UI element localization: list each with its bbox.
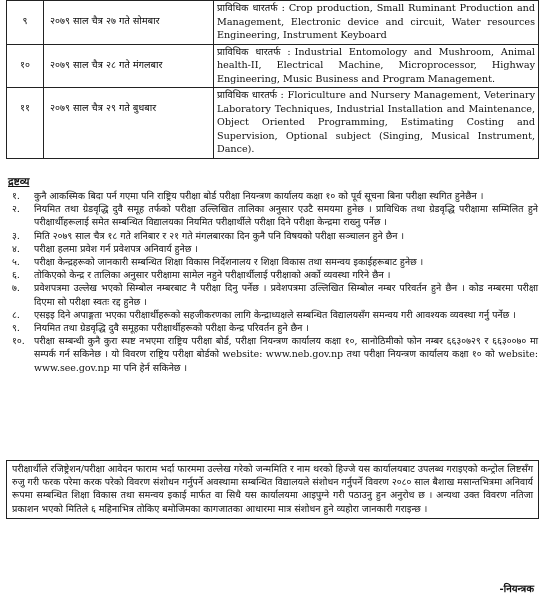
row-date: २०७९ साल चैत्र २७ गते सोमबार (44, 1, 214, 45)
signature: -नियन्त्रक (499, 584, 534, 595)
subject-list: Crop production, Small Ruminant Production and Management, Electronic device and circuit, Water resources Engineering, Instrument Keyboard (217, 3, 535, 41)
row-subjects (214, 44, 539, 88)
row-date: २०७९ साल चैत्र २९ गते बुधबार (44, 88, 214, 159)
row-date: २०७९ साल चैत्र २८ गते मंगलबार (44, 44, 214, 88)
note-number: ९. (12, 323, 20, 335)
subject-label: प्राविधिक धारतर्फ : (217, 46, 291, 58)
note-number: ६. (12, 270, 20, 282)
note-number: १०. (12, 336, 25, 348)
note-number: ७. (12, 283, 20, 295)
table-row (7, 88, 539, 159)
note-text: नियमित तथा ग्रेडवृद्धि दुवै समूहका परीक्षार्थीहरूको परीक्षा केन्द्र परिवर्तन हुने छैन । (34, 323, 309, 335)
subject-list: Floriculture and Nursery Management, Veterinary Laboratory Techniques, Industrial Installation and Maintenance, Object Oriented Programming, Estimating Costing and Supervision, Optional subject (Singing, Musical Instrument, Dance). (217, 90, 535, 155)
note-number: २. (12, 204, 20, 216)
note-text: कुनै आकस्मिक बिदा पर्न गएमा पनि राष्ट्रिय परीक्षा बोर्ड परीक्षा नियन्त्रण कार्यालय कक्षा १० को पूर्व सूचना बिना परीक्षा स्थगित हुनेछैन । (34, 191, 484, 202)
exam-schedule-table (6, 0, 539, 159)
note-text: एसइइ दिने अपाङ्गता भएका परीक्षार्थीहरूको सहजीकरणका लागि केन्द्राध्यक्षले सम्बन्धित विद्यालयसँग समन्वय गरी आवश्यक व्यवस्था गर्नु पर्नेछ । (34, 309, 516, 321)
subject-label: प्राविधिक धारतर्फ : (217, 90, 284, 101)
note-number: ४. (12, 243, 20, 255)
note-item (6, 203, 538, 229)
note-text: परीक्षा सम्बन्धी कुनै कुरा स्पष्ट नभएमा राष्ट्रिय परीक्षा बोर्ड, परीक्षा नियन्त्रण कार्यालय कक्षा १०, सानोठिमीको फोन नम्बर ६६३०७२९ र ६६३००७० मा सम्पर्क गर्न सकिनेछ । यो विवरण राष्ट्रिय परीक्षा बोर्डको website: www.neb.gov.np तथा परीक्षा नियन्त्रण कार्यालय कक्षा १० को website: www.see.gov.np मा पनि हेर्न सकिनेछ । (34, 336, 538, 374)
note-number: ८. (12, 309, 20, 321)
exam-notice-page (6, 0, 540, 600)
row-subjects (214, 88, 539, 159)
note-item (6, 335, 538, 375)
note-item (6, 309, 538, 322)
table-row (7, 1, 539, 45)
note-item (6, 282, 538, 308)
note-item (6, 322, 538, 335)
note-item (6, 256, 538, 269)
row-subjects (214, 1, 539, 45)
note-number: ३. (12, 230, 20, 242)
note-number: १. (12, 191, 20, 202)
subject-label: प्राविधिक धारतर्फ : (217, 3, 285, 14)
notes-list (6, 190, 538, 375)
note-item (6, 230, 538, 243)
row-number: ९ (7, 1, 44, 45)
row-number: १० (7, 44, 44, 88)
note-text: तोकिएको केन्द्र र तालिका अनुसार परीक्षामा सामेल नहुने परीक्षार्थीलाई परीक्षाको अर्को व्यवस्था गरिने छैन । (34, 270, 391, 282)
note-number: ५. (12, 257, 20, 269)
note-text: परीक्षा केन्द्रहरूको जानकारी सम्बन्धित शिक्षा विकास निर्देशनालय र शिक्षा विकास तथा समन्वय इकाईहरूबाट हुनेछ । (34, 257, 424, 269)
table-row (7, 44, 539, 88)
note-text: परीक्षा हलमा प्रवेश गर्न प्रवेशपत्र अनिवार्य हुनेछ । (34, 243, 198, 255)
note-text: नियमित तथा ग्रेडवृद्धि दुवै समूह तर्फको परीक्षा उल्लिखित तालिका अनुसार एउटै समयमा हुनेछ । प्राविधिक तथा ग्रेडवृद्धि परीक्षामा सम्मिलित हुने परीक्षार्थीहरूलाई समेत सम्बन्धित विद्यालयका नियमित परीक्षार्थीले परीक्षा दिने परीक्षा केन्द्रमा राख्नु पर्नेछ । (34, 204, 538, 229)
boxed-notice: परीक्षार्थीले रजिष्ट्रेशन/परीक्षा आवेदन फाराम भर्दा फारममा उल्लेख गरेको जन्ममिति र नाम थरको हिज्जे यस कार्यालयबाट उपलब्ध गराइएको कन्ट्रोल लिष्टसँग रुजु गरी फरक परेमा करक परेको विवरण संशोधन गर्नुपर्ने अवस्थामा सम्बन्धित विद्यालयले संशोधन गर्नुपर्ने विवरण २०८० साल बैशाख मसान्तभित्रमा अनिवार्य रूपमा सम्बन्धित शिक्षा विकास तथा समन्वय इकाई मार्फत वा सिधै यस कार्यालयमा आइपुग्ने गरी पठाउनु हुन अनुरोध छ । अन्यथा उक्त विवरण नतिजा प्रकाशन भएको मितिले ६ महिनाभित्र तोकिए बमोजिमका कागजातका आधारमा मात्र संशोधन हुने व्यहोरा जानकारी गराइन्छ । (6, 460, 539, 519)
row-number: ११ (7, 88, 44, 159)
note-item (6, 243, 538, 256)
note-text: प्रवेशपत्रमा उल्लेख भएको सिम्बोल नम्बरबाट नै परीक्षा दिनु पर्नेछ । प्रवेशपत्रमा उल्लिखित सिम्बोल नम्बर परिवर्तन हुने छैन । कोड नम्बरमा परीक्षा दिएमा सो परीक्षा स्वतः रद्द हुनेछ । (34, 283, 538, 308)
note-item (6, 269, 538, 282)
note-item (6, 190, 538, 203)
notes-heading: द्रष्टव्य (8, 176, 30, 188)
subject-list: Industrial Entomology and Mushroom, Animal health-II, Electrical Machine, Microprocessor, Highway Engineering, Music Business and Program Management. (217, 46, 535, 85)
note-text: मिति २०७९ साल चैत्र १८ गते शनिबार र २१ गते मंगलबारका दिन कुनै पनि विषयको परीक्षा सञ्चालन हुने छैन । (34, 230, 405, 242)
